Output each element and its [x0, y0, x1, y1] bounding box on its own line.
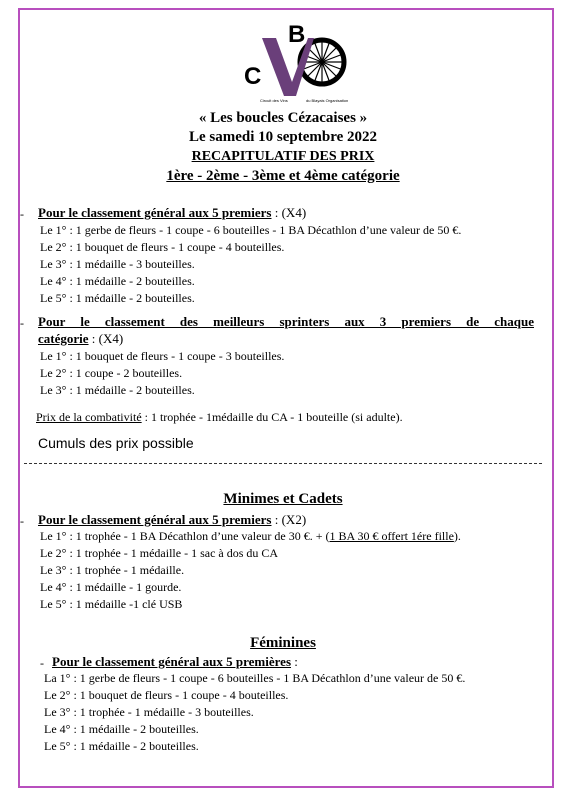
list-item: Le 5° : 1 médaille -1 clé USB — [40, 597, 183, 611]
logo-caption-right: du Blayais Organisation — [306, 98, 349, 103]
minimes-heading-suffix: : (X2) — [271, 512, 307, 527]
logo-caption-left: Circuit des Vins — [260, 98, 288, 103]
list-item: Le 4° : 1 médaille - 1 gourde. — [40, 580, 182, 594]
list-item: Le 4° : 1 médaille - 2 bouteilles. — [44, 722, 199, 736]
logo-letter-c: C — [244, 63, 262, 90]
list-item: Le 2° : 1 bouquet de fleurs - 1 coupe - 4 bouteilles. — [44, 688, 289, 702]
bullet-dash: - — [20, 514, 24, 528]
categories-title: 1ère - 2ème - 3ème et 4ème catégorie — [166, 168, 400, 184]
list-item: Le 4° : 1 médaille - 2 bouteilles. — [40, 274, 195, 288]
minimes-title: Minimes et Cadets — [223, 491, 343, 507]
combativite-text: : 1 trophée - 1médaille du CA - 1 bouteille (si adulte). — [141, 410, 403, 424]
list-item: Le 2° : 1 coupe - 2 bouteilles. — [40, 366, 183, 380]
list-item: Le 3° : 1 médaille - 3 bouteilles. — [40, 257, 195, 271]
list-item — [40, 529, 461, 544]
list-item: Le 5° : 1 médaille - 2 bouteilles. — [44, 739, 199, 753]
sprint-heading-line1 — [38, 314, 534, 330]
club-logo — [240, 20, 360, 104]
sprint-heading-category: catégorie — [38, 331, 89, 346]
list-item: Le 1° : 1 bouquet de fleurs - 1 coupe - 3 bouteilles. — [40, 349, 285, 363]
list-item: Le 5° : 1 médaille - 2 bouteilles. — [40, 291, 195, 305]
sprint-heading-line2 — [38, 331, 123, 347]
general-heading-suffix: : (X4) — [271, 205, 307, 220]
bullet-dash: - — [40, 656, 44, 670]
feminines-heading-text: Pour le classement général aux 5 premières — [52, 654, 292, 669]
combativite-line — [36, 410, 403, 425]
minimes-item1-end: ). — [453, 529, 461, 543]
list-item: Le 1° : 1 gerbe de fleurs - 1 coupe - 6 bouteilles - 1 BA Décathlon d’une valeur de 50 €. — [40, 223, 462, 237]
list-item: Le 2° : 1 bouquet de fleurs - 1 coupe - 4 bouteilles. — [40, 240, 285, 254]
event-date: Le samedi 10 septembre 2022 — [188, 129, 378, 145]
list-item: Le 3° : 1 trophée - 1 médaille - 3 bouteilles. — [44, 705, 254, 719]
bullet-dash: - — [20, 207, 24, 221]
bullet-dash: - — [20, 316, 24, 330]
combativite-label: Prix de la combativité — [36, 410, 142, 424]
minimes-item1-main: Le 1° : 1 trophée - 1 BA Décathlon d’une valeur de 30 €. + ( — [40, 529, 330, 543]
list-item: Le 3° : 1 trophée - 1 médaille. — [40, 563, 185, 577]
minimes-item1-offer: 1 BA 30 € offert 1ére fille — [329, 529, 454, 543]
logo-letter-b: B — [288, 21, 306, 48]
general-heading-text: Pour le classement général aux 5 premiers — [38, 205, 272, 220]
feminines-title: Féminines — [250, 635, 316, 651]
feminines-heading-suffix: : — [291, 654, 298, 669]
list-item: Le 2° : 1 trophée - 1 médaille - 1 sac à dos du CA — [40, 546, 279, 560]
sprint-heading-text: Pour le classement des meilleurs sprinters aux 3 premiers de chaque — [38, 314, 534, 329]
cumuls-note: Cumuls des prix possible — [38, 435, 194, 451]
list-item: La 1° : 1 gerbe de fleurs - 1 coupe - 6 bouteilles - 1 BA Décathlon d’une valeur de 50 €. — [44, 671, 466, 685]
minimes-heading-text: Pour le classement général aux 5 premiers — [38, 512, 272, 527]
event-title: « Les boucles Cézacaises » — [198, 110, 368, 126]
minimes-heading — [38, 512, 306, 528]
list-item: Le 3° : 1 médaille - 2 bouteilles. — [40, 383, 195, 397]
general-heading — [38, 205, 306, 221]
recap-title: RECAPITULATIF DES PRIX — [191, 149, 375, 164]
sprint-heading-suffix: : (X4) — [88, 331, 124, 346]
section-divider — [24, 463, 542, 464]
feminines-heading — [52, 654, 298, 670]
